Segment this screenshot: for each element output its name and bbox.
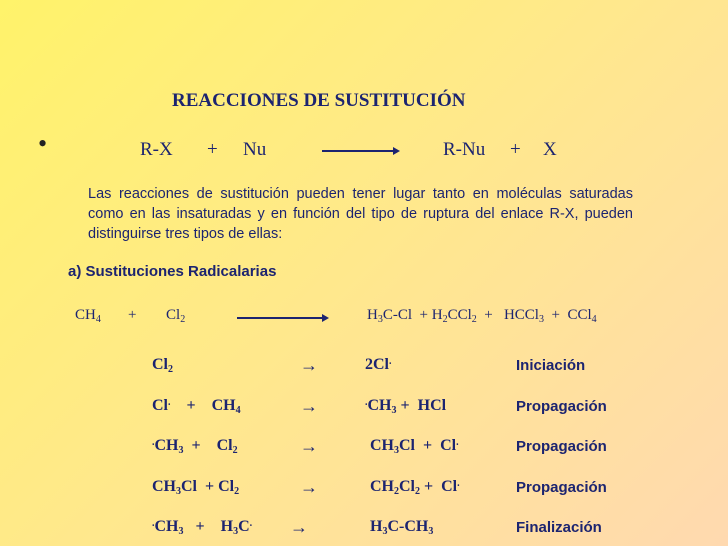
mechanism-right: $H_3C-CH_3$ [370,518,434,537]
reaction-products: $H_3C-Cl + H_2CCl_2$ + HCCl$_3$ + CCl$_4$ [367,307,597,325]
plus-sign: + [128,307,137,323]
stage-label: Propagación [516,398,607,415]
mechanism-left: $^.CH_3$ + $Cl_2$ [152,437,238,456]
right-arrow-icon: → [290,517,308,537]
page-title: REACCIONES DE SUSTITUCIÓN [172,90,466,111]
reaction-arrow-icon [322,150,394,152]
plus-sign: + [207,139,218,160]
mechanism-right: $^.CH_3$ + HCl [365,397,447,416]
right-arrow-icon: → [300,396,318,416]
stage-label: Propagación [516,479,607,496]
mechanism-left: $CH_3Cl + Cl_2$ [152,478,240,497]
mechanism-left: $^.CH_3$ + $H_3C^.$ [152,518,253,537]
right-arrow-icon: → [300,477,318,497]
mechanism-left: $Cl_2$ [152,356,173,375]
section-subtitle: a) Sustituciones Radicalarias [68,263,277,280]
stage-label: Iniciación [516,357,586,374]
plus-sign: + [510,139,521,160]
mechanism-right: $CH_3Cl + Cl^.$ [370,437,459,456]
right-arrow-icon: → [300,355,318,375]
reactant-rx: R-X [140,139,173,160]
product-x: X [543,139,557,160]
stage-label: Finalización [516,519,602,536]
mechanism-left: Cl. + $CH_4$ [152,397,241,416]
stage-label: Propagación [516,438,607,455]
reactant-nu: Nu [243,139,267,160]
reactant-ch4: $CH_4$ [75,307,101,325]
bullet-point: • [38,129,48,158]
right-arrow-icon: → [300,436,318,456]
reaction-arrow-icon [237,317,323,319]
mechanism-right: $CH_2Cl_2 + Cl^.$ [370,478,460,497]
description-paragraph: Las reacciones de sustitución pueden tener lugar tanto en moléculas saturadas como en las insaturadas y en función del tipo de ruptura del enlace R-X, pueden distinguirse tres tipos de ellas: [88,186,633,242]
mechanism-right: 2Cl. [365,356,392,373]
product-rnu: R-Nu [443,139,486,160]
reactant-cl2: $Cl_2$ [166,307,186,325]
